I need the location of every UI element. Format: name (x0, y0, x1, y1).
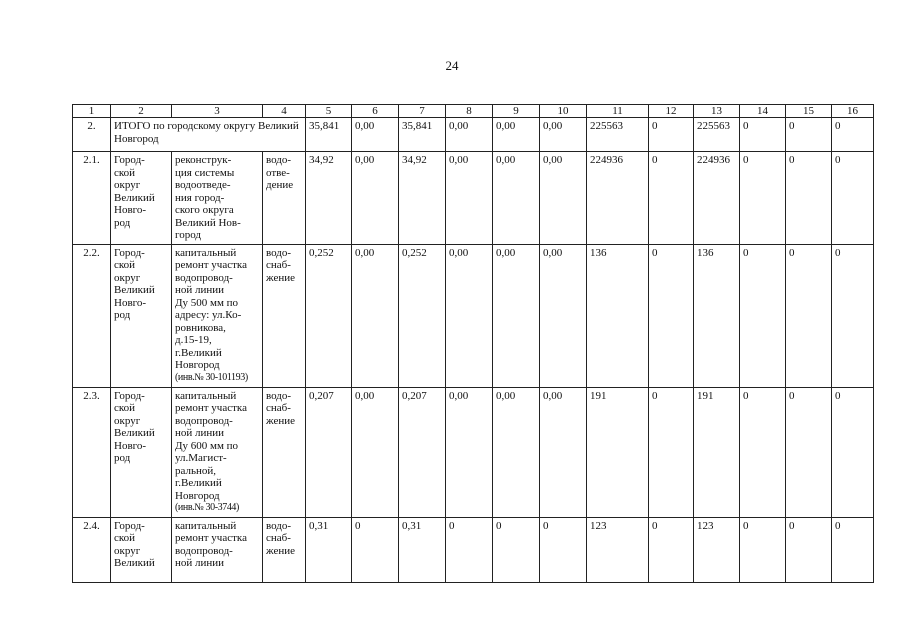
data-table (72, 104, 874, 583)
description-cell (172, 387, 263, 517)
table-cell: 224936 (694, 152, 740, 245)
table-cell: 0 (832, 152, 874, 245)
municipality-cell: Город- ской округ Великий Новго- род (111, 152, 172, 245)
table-cell: 0,207 (306, 387, 352, 517)
table-cell: 0,00 (446, 152, 493, 245)
type-cell: водо- отве- дение (263, 152, 306, 245)
table-cell: 0 (786, 118, 832, 152)
table-cell: 0,00 (540, 387, 587, 517)
table-cell: 0,00 (352, 244, 399, 387)
table-cell: 224936 (587, 152, 649, 245)
municipality-cell: Город- ской округ Великий Новго- род (111, 244, 172, 387)
table-cell: 0 (832, 244, 874, 387)
table-cell: 0,207 (399, 387, 446, 517)
table-cell: 0 (786, 244, 832, 387)
table-cell: 0 (740, 387, 786, 517)
column-header: 1 (73, 105, 111, 118)
column-header: 14 (740, 105, 786, 118)
table-cell: 0,00 (493, 244, 540, 387)
row-number: 2.2. (73, 244, 111, 387)
table-cell: 191 (694, 387, 740, 517)
type-cell: водо- снаб- жение (263, 387, 306, 517)
table-cell: 0,00 (540, 118, 587, 152)
municipality-cell: Город- ской округ Великий Новго- род (111, 387, 172, 517)
table-cell: 136 (587, 244, 649, 387)
table-cell: 0 (740, 118, 786, 152)
row-number: 2.3. (73, 387, 111, 517)
column-header: 11 (587, 105, 649, 118)
table-cell: 225563 (694, 118, 740, 152)
table-cell: 35,841 (306, 118, 352, 152)
table-cell: 0 (832, 118, 874, 152)
column-header: 9 (493, 105, 540, 118)
inventory-number: (инв.№ 30-3744) (175, 502, 239, 513)
description-cell (172, 517, 263, 582)
table-cell: 0 (649, 517, 694, 582)
table-cell: 35,841 (399, 118, 446, 152)
table-cell: 0,252 (306, 244, 352, 387)
table-cell: 0 (740, 517, 786, 582)
table-row (73, 152, 874, 245)
table-cell: 0,00 (352, 118, 399, 152)
description-text: реконструк- ция системы водоотведе- ния город- ского округа Великий Нов- город (175, 154, 241, 241)
column-header: 8 (446, 105, 493, 118)
table-cell: 0,00 (540, 244, 587, 387)
row-number: 2. (73, 118, 111, 152)
table-cell: 0 (649, 244, 694, 387)
column-header: 16 (832, 105, 874, 118)
table-cell: 34,92 (399, 152, 446, 245)
table-cell: 0,252 (399, 244, 446, 387)
column-header: 13 (694, 105, 740, 118)
column-header: 15 (786, 105, 832, 118)
column-header: 3 (172, 105, 263, 118)
table-cell: 0 (540, 517, 587, 582)
column-header: 6 (352, 105, 399, 118)
table-cell: 0 (832, 387, 874, 517)
table-cell: 0 (649, 152, 694, 245)
table-cell: 0,00 (352, 152, 399, 245)
table-row (73, 387, 874, 517)
description-text: капитальный ремонт участка водопровод- ной линии Ду 600 мм по ул.Магист- ральной, г.Великий Новгород (175, 389, 247, 502)
municipality-cell: Город- ской округ Великий (111, 517, 172, 582)
row-number: 2.1. (73, 152, 111, 245)
table-cell: 0 (493, 517, 540, 582)
table-cell: 136 (694, 244, 740, 387)
column-header: 2 (111, 105, 172, 118)
table-cell: 0,00 (446, 387, 493, 517)
inventory-number: (инв.№ 30-101193) (175, 371, 248, 383)
column-header: 12 (649, 105, 694, 118)
table-cell: 0 (740, 244, 786, 387)
column-header: 10 (540, 105, 587, 118)
description-cell (172, 244, 263, 387)
table-cell: 0 (352, 517, 399, 582)
table-cell: 34,92 (306, 152, 352, 245)
header-row (73, 105, 874, 118)
table-row (73, 244, 874, 387)
table-cell: 123 (694, 517, 740, 582)
table-cell: 0,00 (446, 244, 493, 387)
table-cell: 0 (786, 387, 832, 517)
column-header: 4 (263, 105, 306, 118)
table-cell: 0,00 (446, 118, 493, 152)
table-cell: 0,31 (399, 517, 446, 582)
description-text: капитальный ремонт участка водопровод- ной линии (175, 519, 247, 569)
table-cell: 225563 (587, 118, 649, 152)
table-cell: 0 (649, 387, 694, 517)
type-cell: водо- снаб- жение (263, 517, 306, 582)
table-cell: 0 (649, 118, 694, 152)
table-cell: 0 (832, 517, 874, 582)
table-cell: 0 (786, 517, 832, 582)
table-row (73, 517, 874, 582)
table-cell: 0 (786, 152, 832, 245)
table-cell: 0,00 (493, 152, 540, 245)
table-cell: 0,00 (493, 387, 540, 517)
total-label: ИТОГО по городскому округу Великий Новгород (111, 118, 306, 152)
table-cell: 0 (740, 152, 786, 245)
type-cell: водо- снаб- жение (263, 244, 306, 387)
row-number: 2.4. (73, 517, 111, 582)
table-cell: 0,31 (306, 517, 352, 582)
table-cell: 0,00 (540, 152, 587, 245)
table-cell: 123 (587, 517, 649, 582)
page-number: 24 (445, 58, 459, 73)
total-row (73, 118, 874, 152)
description-cell (172, 152, 263, 245)
description-text: капитальный ремонт участка водопровод- ной линии Ду 500 мм по адресу: ул.Ко- ровникова, д.15-19, г.Великий Новгород (175, 246, 247, 371)
table-cell: 0 (446, 517, 493, 582)
table-cell: 0,00 (493, 118, 540, 152)
table-cell: 191 (587, 387, 649, 517)
column-header: 7 (399, 105, 446, 118)
column-header: 5 (306, 105, 352, 118)
table-cell: 0,00 (352, 387, 399, 517)
